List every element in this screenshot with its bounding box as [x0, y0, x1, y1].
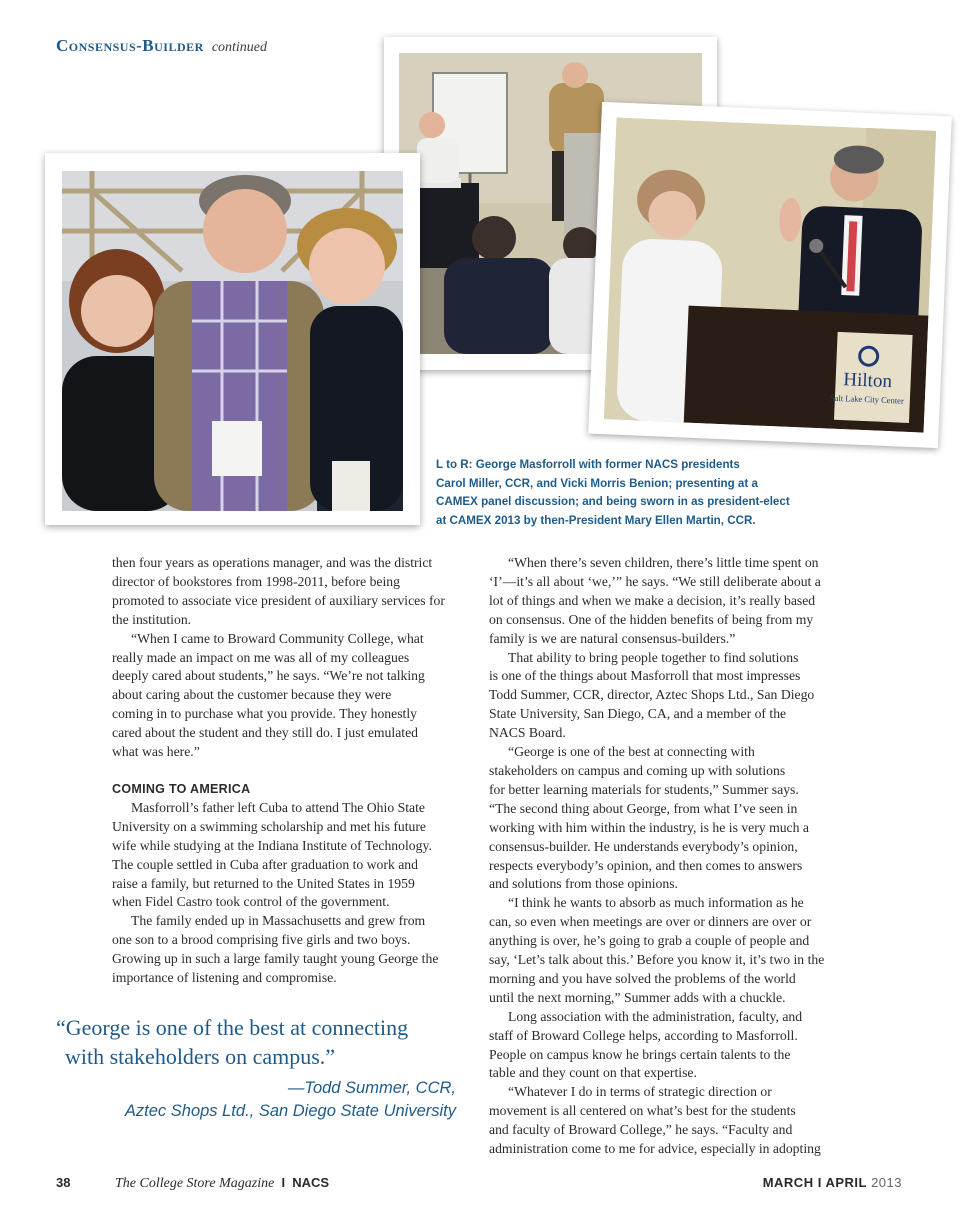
- text-line: table and they count on that expertise.: [489, 1065, 697, 1081]
- section-title: Consensus-Builder: [56, 36, 204, 55]
- text-line: The couple settled in Cuba after graduation to work and: [112, 856, 418, 872]
- text-line: University on a swimming scholarship and met his future: [112, 818, 427, 834]
- text-line: stakeholders on campus and coming up with solutions: [489, 762, 786, 778]
- text-line: The family ended up in Massachusetts and grew from: [131, 913, 426, 929]
- text-line: about caring about the customer because they were: [112, 687, 392, 703]
- text-line: is one of the things about Masforroll that most impresses: [489, 668, 801, 684]
- paragraph: [112, 554, 472, 630]
- text-line: administration come to me for advice, especially in adopting: [489, 1141, 821, 1157]
- paragraph: [489, 649, 859, 744]
- pull-quote-line: with stakeholders on campus.”: [65, 1044, 336, 1069]
- paragraph: [489, 894, 859, 1007]
- caption-line: L to R: George Masforroll with former NACS presidents: [436, 458, 740, 471]
- paragraph: [112, 912, 472, 988]
- text-line: when Fidel Castro took control of the government.: [112, 894, 390, 910]
- attribution-line: Aztec Shops Ltd., San Diego State University: [124, 1102, 456, 1120]
- pull-quote-line: “George is one of the best at connecting: [56, 1015, 409, 1040]
- paragraph: [112, 630, 472, 762]
- text-line: and solutions from those opinions.: [489, 876, 678, 892]
- text-line: deeply cared about students,” he says. “We’re not talking: [112, 668, 425, 684]
- paragraph: [112, 799, 472, 912]
- text-line: “Whatever I do in terms of strategic direction or: [508, 1084, 772, 1100]
- issue-months: MARCH I APRIL: [762, 1175, 867, 1190]
- text-line: importance of listening and compromise.: [112, 970, 337, 986]
- text-line: ‘I’—it’s all about ‘we,’” he says. “We still deliberate about a: [489, 573, 821, 589]
- text-line: working with him within the industry, is he is very much a: [489, 819, 809, 835]
- text-line: say, ‘Let’s talk about this.’ Before you know it, it’s two in the: [489, 952, 825, 968]
- text-line: NACS Board.: [489, 725, 566, 741]
- text-line: what was here.”: [112, 744, 200, 760]
- text-line: cared about the student and they still do. I just emulated: [112, 725, 418, 741]
- text-line: really made an impact on me was all of my colleagues: [112, 649, 410, 665]
- page-number: 38: [56, 1175, 71, 1190]
- text-line: “George is one of the best at connecting with: [508, 744, 755, 760]
- text-line: “The second thing about George, from what I’ve seen in: [489, 800, 798, 816]
- text-line: raise a family, but returned to the United States in 1959: [112, 875, 415, 891]
- text-line: morning and you have solved the problems of the world: [489, 970, 796, 986]
- text-line: Long association with the administration, faculty, and: [508, 1008, 803, 1024]
- text-line: That ability to bring people together to find solutions: [508, 649, 799, 665]
- pull-quote-attribution: [56, 1077, 456, 1123]
- text-line: and faculty of Broward College,” he says. “Faculty and: [489, 1122, 793, 1138]
- text-line: “When I came to Broward Community College, what: [131, 630, 424, 646]
- text-line: one son to a brood comprising five girls and two boys.: [112, 932, 411, 948]
- photo-caption: [436, 456, 836, 530]
- caption-line: at CAMEX 2013 by then-President Mary Ellen Martin, CCR.: [436, 513, 756, 527]
- footer-separator: I: [281, 1175, 286, 1190]
- text-line: lot of things and when we make a decision, it’s really based: [489, 592, 816, 608]
- photo-former-presidents: [45, 153, 420, 525]
- text-line: movement is all centered on what’s best for the students: [489, 1103, 796, 1119]
- paragraph: [489, 743, 859, 894]
- issue-year: 2013: [871, 1175, 902, 1190]
- text-line: can, so even when meetings are over or dinners are over or: [489, 914, 812, 930]
- podium-brand: Hilton: [842, 369, 893, 393]
- caption-line: Carol Miller, CCR, and Vicki Morris Benion; presenting at a: [436, 476, 758, 490]
- text-line: anything is over, he’s going to grab a couple of people and: [489, 933, 810, 949]
- text-line: wife while studying at the Indiana Institute of Technology.: [112, 837, 432, 853]
- paragraph: [489, 1083, 859, 1159]
- text-line: promoted to associate vice president of auxiliary services for: [112, 592, 445, 608]
- text-line: then four years as operations manager, and was the district: [112, 555, 433, 570]
- attribution-line: —Todd Summer, CCR,: [287, 1079, 456, 1097]
- text-line: on consensus. One of the hidden benefits of being from my: [489, 611, 814, 627]
- caption-line: CAMEX panel discussion; and being sworn in as president-elect: [436, 495, 790, 509]
- text-line: director of bookstores from 1998-2011, before being: [112, 573, 400, 589]
- text-line: Todd Summer, CCR, director, Aztec Shops Ltd., San Diego: [489, 687, 815, 703]
- right-column: [489, 554, 859, 1159]
- left-column: [112, 554, 472, 988]
- footer-issue: [763, 1175, 902, 1190]
- text-line: “I think he wants to absorb as much information as he: [508, 895, 804, 911]
- photo-sworn-in: [588, 102, 952, 448]
- footer-org: NACS: [292, 1175, 330, 1190]
- magazine-title: The College Store Magazine: [115, 1176, 275, 1191]
- text-line: staff of Broward College helps, according to Masforroll.: [489, 1027, 798, 1043]
- text-line: State University, San Diego, CA, and a member of the: [489, 706, 787, 722]
- text-line: People on campus know he brings certain talents to the: [489, 1046, 791, 1062]
- text-line: the institution.: [112, 611, 192, 627]
- pull-quote: [56, 1013, 456, 1123]
- text-line: respects everybody’s opinion, and then comes to answers: [489, 857, 803, 873]
- section-continued: continued: [211, 40, 268, 55]
- text-line: “When there’s seven children, there’s little time spent on: [508, 555, 819, 570]
- paragraph: [489, 1008, 859, 1084]
- text-line: coming in to purchase what you provide. They honestly: [112, 706, 417, 722]
- paragraph: [489, 554, 859, 649]
- text-line: for better learning materials for students,” Summer says.: [489, 781, 799, 797]
- text-line: consensus-builder. He understands everybody’s opinion,: [489, 838, 798, 854]
- text-line: Masforroll’s father left Cuba to attend The Ohio State: [131, 799, 425, 815]
- footer-magazine: [115, 1175, 329, 1192]
- text-line: family is we are natural consensus-builders.”: [489, 630, 736, 646]
- section-header: [56, 36, 267, 56]
- text-line: until the next morning,” Summer adds with a chuckle.: [489, 989, 786, 1005]
- subheading: COMING TO AMERICA: [112, 781, 251, 796]
- text-line: Growing up in such a large family taught young George the: [112, 951, 439, 967]
- podium-subtext: Salt Lake City Center: [829, 392, 905, 406]
